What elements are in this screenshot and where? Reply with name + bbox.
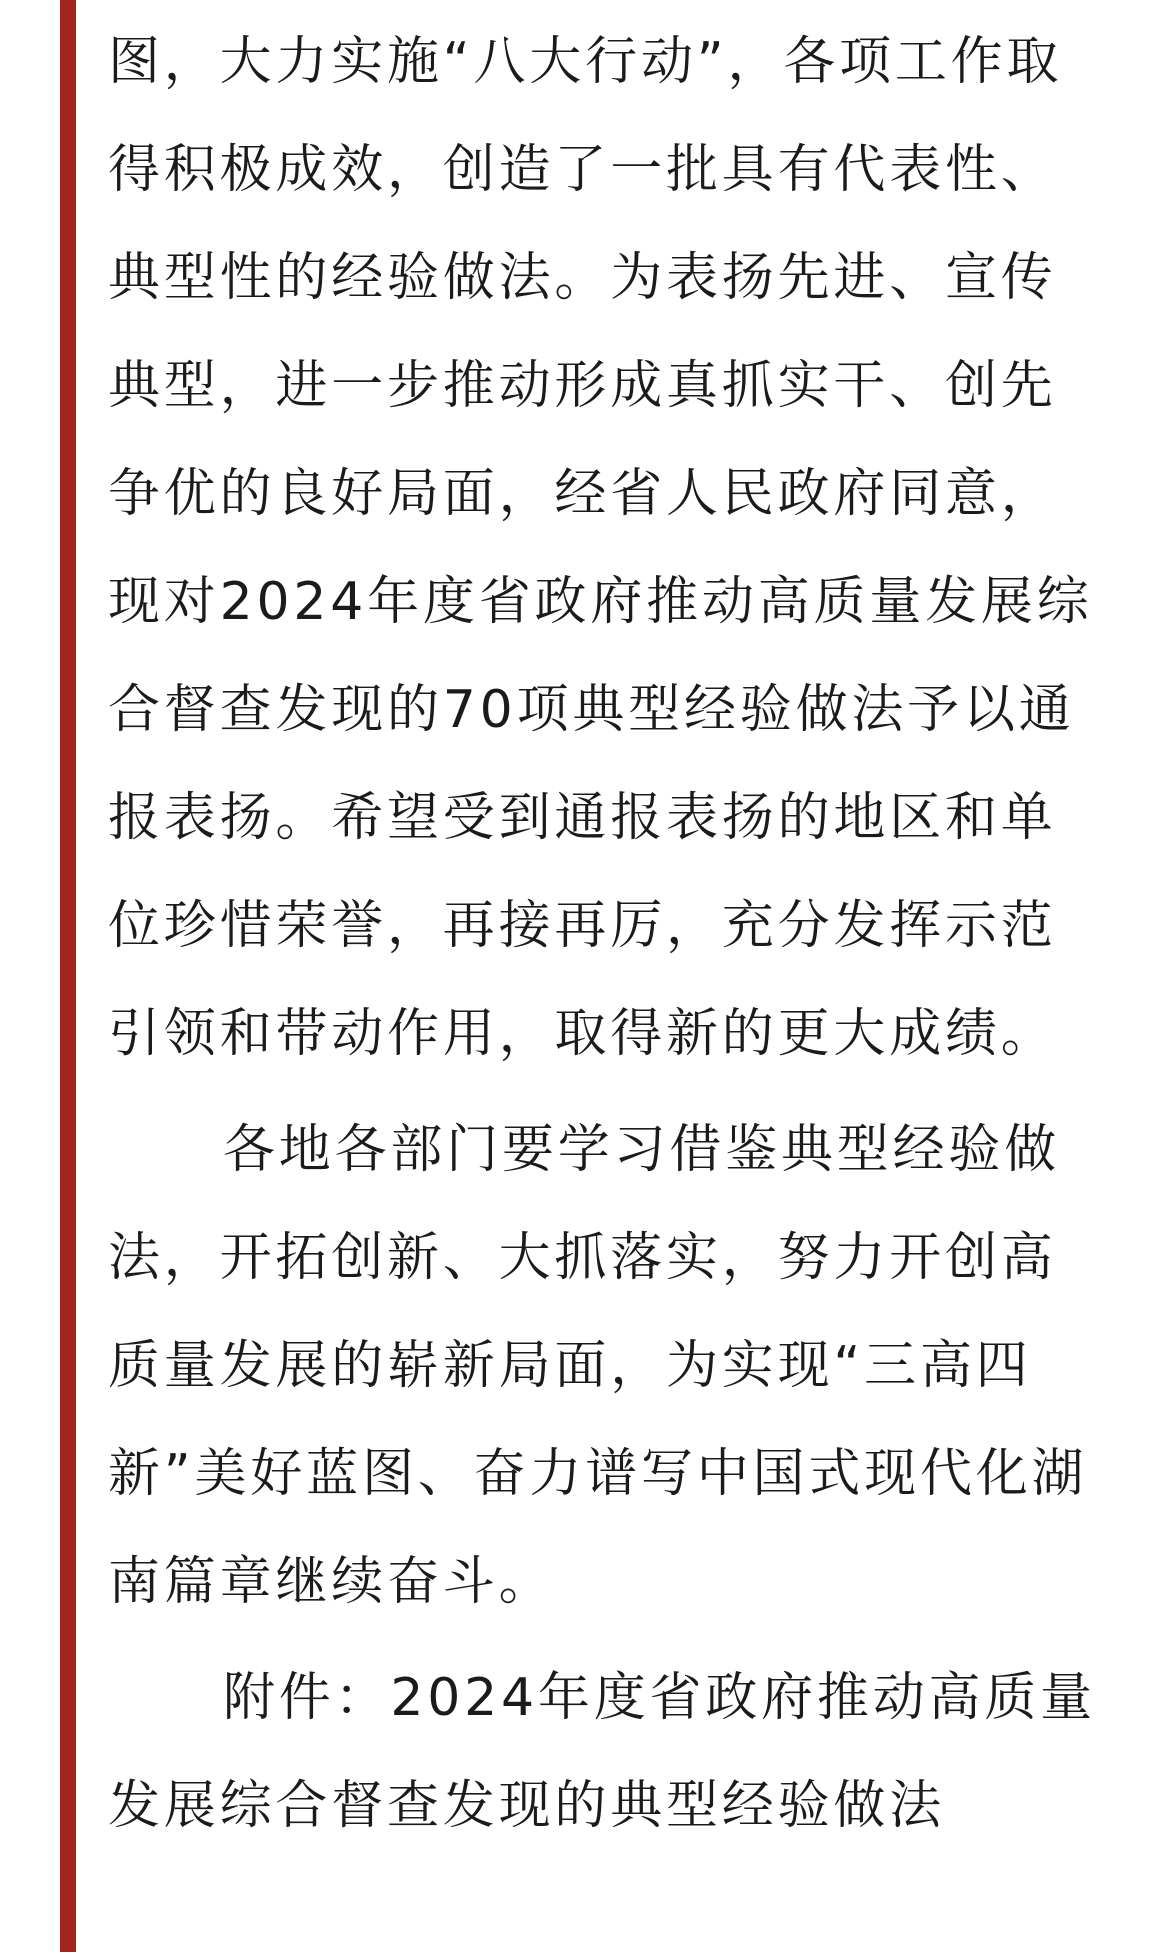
text-line: 引领和带动作用，取得新的更大成绩。 bbox=[108, 1004, 1057, 1064]
text-line: 法，开拓创新、大抓落实，努力开创高 bbox=[108, 1228, 1057, 1288]
text-line: 报表扬。希望受到通报表扬的地区和单 bbox=[108, 788, 1057, 848]
text-line: 发展综合督查发现的典型经验做法 bbox=[108, 1776, 946, 1836]
text-line: 图，大力实施“八大行动”，各项工作取 bbox=[108, 32, 1063, 92]
text-line: 新”美好蓝图、奋力谱写中国式现代化湖 bbox=[108, 1444, 1088, 1504]
text-line: 得积极成效，创造了一批具有代表性、 bbox=[108, 140, 1057, 200]
text-line: 合督查发现的70项典型经验做法予以通 bbox=[108, 680, 1075, 740]
text-line: 附件：2024年度省政府推动高质量 bbox=[223, 1668, 1096, 1728]
red-margin-border bbox=[60, 0, 76, 1952]
text-line: 典型，进一步推动形成真抓实干、创先 bbox=[108, 356, 1057, 416]
text-line: 南篇章继续奋斗。 bbox=[108, 1552, 555, 1612]
paragraph-commendation bbox=[108, 8, 1093, 1088]
text-line: 争优的良好局面，经省人民政府同意， bbox=[108, 464, 1057, 524]
paragraph-attachment bbox=[108, 1644, 1096, 1860]
text-line: 各地各部门要学习借鉴典型经验做 bbox=[223, 1120, 1061, 1180]
text-line: 现对2024年度省政府推动高质量发展综 bbox=[108, 572, 1093, 632]
text-line: 位珍惜荣誉，再接再厉，充分发挥示范 bbox=[108, 896, 1057, 956]
text-line: 典型性的经验做法。为表扬先进、宣传 bbox=[108, 248, 1057, 308]
text-line: 质量发展的崭新局面，为实现“三高四 bbox=[108, 1336, 1032, 1396]
document-body bbox=[108, 0, 1096, 1860]
paragraph-instructions bbox=[108, 1096, 1088, 1636]
